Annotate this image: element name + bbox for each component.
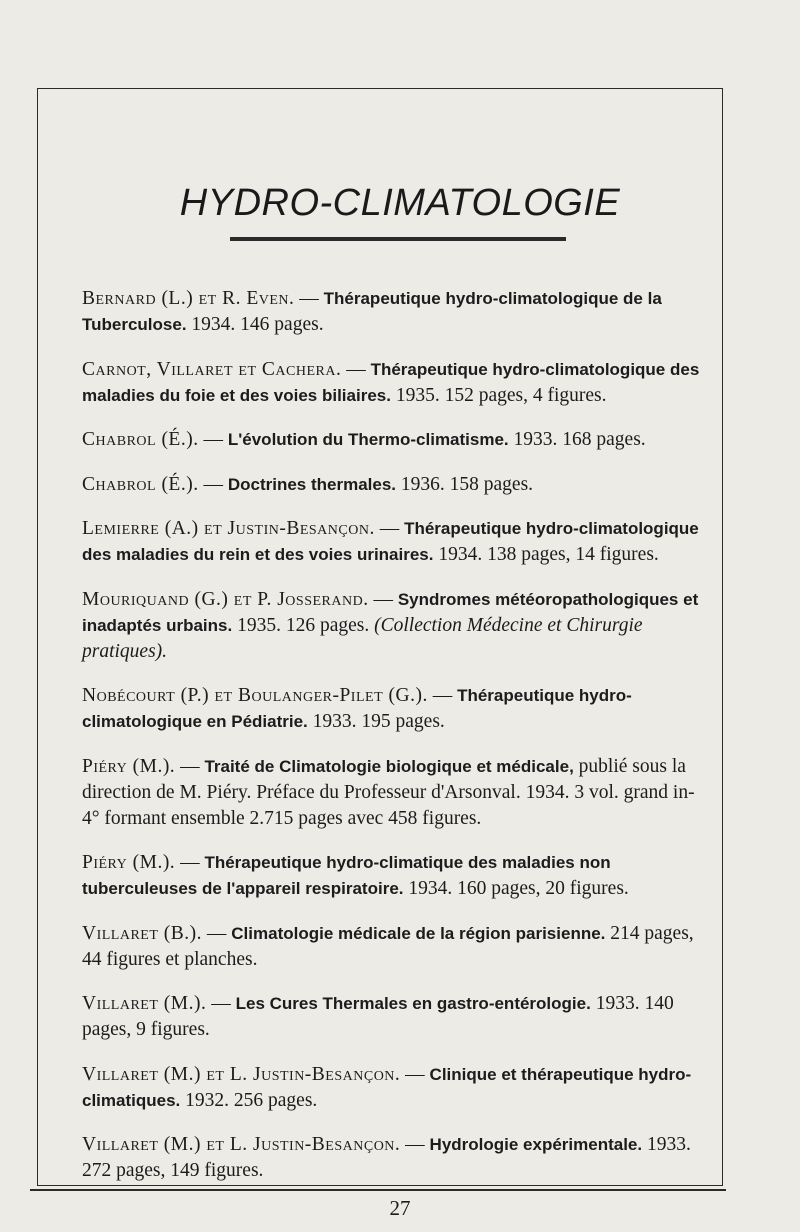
entry-work-title: L'évolution du Thermo-climatisme. bbox=[227, 430, 509, 449]
entry-separator: — bbox=[198, 429, 228, 450]
entry-details: 214 pages, 44 figures et planches. bbox=[82, 922, 694, 970]
entry-authors: Chabrol (É.). bbox=[82, 429, 199, 450]
entry-authors: Villaret (B.). bbox=[82, 922, 203, 944]
title-underline bbox=[230, 237, 566, 241]
entry-details: publié sous la direction de M. Piéry. Préface du Professeur d'Arsonval. 1934. 3 vol. grand in-4° formant ensemble 2.715 pages avec 458 figures. bbox=[82, 755, 695, 829]
bibliography-entry bbox=[82, 921, 702, 973]
entry-work-title: Thérapeutique hydro-climatologique de la Tuberculose. bbox=[82, 289, 662, 334]
entry-separator: — bbox=[368, 588, 398, 610]
entry-separator: — bbox=[341, 358, 371, 380]
entry-authors: Nobécourt (P.) et Boulanger-Pilet (G.). bbox=[82, 685, 428, 706]
entry-separator: — bbox=[198, 473, 228, 495]
bibliography-entry bbox=[82, 516, 702, 568]
entry-authors: Mouriquand (G.) et P. Josserand. bbox=[82, 588, 369, 610]
bibliography-entry bbox=[82, 991, 702, 1043]
entry-details: 1932. 256 pages. bbox=[180, 1089, 318, 1111]
entry-separator: — bbox=[400, 1063, 430, 1085]
entry-work-title: Thérapeutique hydro-climatologique des maladies du rein et des voies urinaires. bbox=[82, 519, 699, 564]
entry-separator: — bbox=[374, 518, 405, 539]
bibliography-entry bbox=[82, 683, 702, 735]
entry-separator: — bbox=[427, 685, 458, 706]
entry-details: 1933. 195 pages. bbox=[307, 711, 445, 732]
entry-details: 1936. 158 pages. bbox=[396, 473, 534, 495]
entry-work-title: Doctrines thermales. bbox=[227, 474, 397, 494]
entry-separator: — bbox=[175, 755, 205, 777]
entry-details: 1933. 168 pages. bbox=[508, 429, 646, 450]
bibliography-list bbox=[82, 286, 702, 1203]
entry-authors: Villaret (M.) et L. Justin-Besançon. bbox=[82, 1063, 401, 1085]
entry-work-title: Climatologie médicale de la région parisienne. bbox=[231, 923, 606, 943]
entry-work-title: Thérapeutique hydro-climatologique en Pédiatrie. bbox=[82, 686, 632, 731]
entry-separator: — bbox=[294, 288, 324, 309]
entry-work-title: Les Cures Thermales en gastro-entérologie. bbox=[235, 994, 591, 1013]
entry-details: 1934. 160 pages, 20 figures. bbox=[403, 878, 629, 899]
entry-authors: Piéry (M.). bbox=[82, 755, 176, 777]
bibliography-entry bbox=[82, 357, 702, 409]
bibliography-entry bbox=[82, 427, 702, 453]
bibliography-entry bbox=[82, 472, 702, 498]
bibliography-entry bbox=[82, 587, 702, 665]
entry-separator: — bbox=[175, 852, 205, 873]
entry-work-title: Clinique et thérapeutique hydro-climatiques. bbox=[82, 1064, 692, 1110]
entry-separator: — bbox=[202, 922, 232, 944]
entry-separator: — bbox=[400, 1134, 430, 1155]
page-title: HYDRO-CLIMATOLOGIE bbox=[179, 182, 621, 224]
entry-work-title: Traité de Climatologie biologique et médicale, bbox=[204, 756, 574, 776]
entry-work-title: Hydrologie expérimentale. bbox=[429, 1135, 643, 1154]
entry-details: 1933. 272 pages, 149 figures. bbox=[82, 1134, 691, 1181]
entry-work-title: Syndromes météoropathologiques et inadaptés urbains. bbox=[82, 589, 699, 635]
entry-authors: Villaret (M.) et L. Justin-Besançon. bbox=[82, 1134, 401, 1155]
entry-authors: Chabrol (É.). bbox=[82, 473, 199, 495]
entry-separator: — bbox=[206, 993, 236, 1014]
entry-details: 1934. 138 pages, 14 figures. bbox=[433, 544, 659, 565]
entry-collection: (Collection Médecine et Chirurgie pratiques). bbox=[82, 614, 643, 662]
entry-work-title: Thérapeutique hydro-climatique des maladies non tuberculeuses de l'appareil respiratoire. bbox=[82, 853, 611, 898]
entry-authors: Carnot, Villaret et Cachera. bbox=[82, 358, 342, 380]
page-number: 27 bbox=[389, 1196, 411, 1220]
entry-authors: Piéry (M.). bbox=[82, 852, 176, 873]
entry-details: 1935. 152 pages, 4 figures. bbox=[390, 384, 607, 406]
entry-authors: Bernard (L.) et R. Even. bbox=[82, 288, 295, 309]
bibliography-entry bbox=[82, 1132, 702, 1184]
entry-work-title: Thérapeutique hydro-climatologique des maladies du foie et des voies biliaires. bbox=[82, 359, 700, 405]
entry-authors: Lemierre (A.) et Justin-Besançon. bbox=[82, 518, 375, 539]
entry-details: 1933. 140 pages, 9 figures. bbox=[82, 993, 674, 1040]
entry-details: 1935. 126 pages. bbox=[232, 614, 375, 636]
bibliography-entry bbox=[82, 1062, 702, 1114]
bibliography-entry bbox=[82, 850, 702, 902]
bibliography-entry bbox=[82, 286, 702, 338]
entry-details: 1934. 146 pages. bbox=[186, 314, 324, 335]
entry-authors: Villaret (M.). bbox=[82, 993, 207, 1014]
bibliography-entry bbox=[82, 754, 702, 832]
